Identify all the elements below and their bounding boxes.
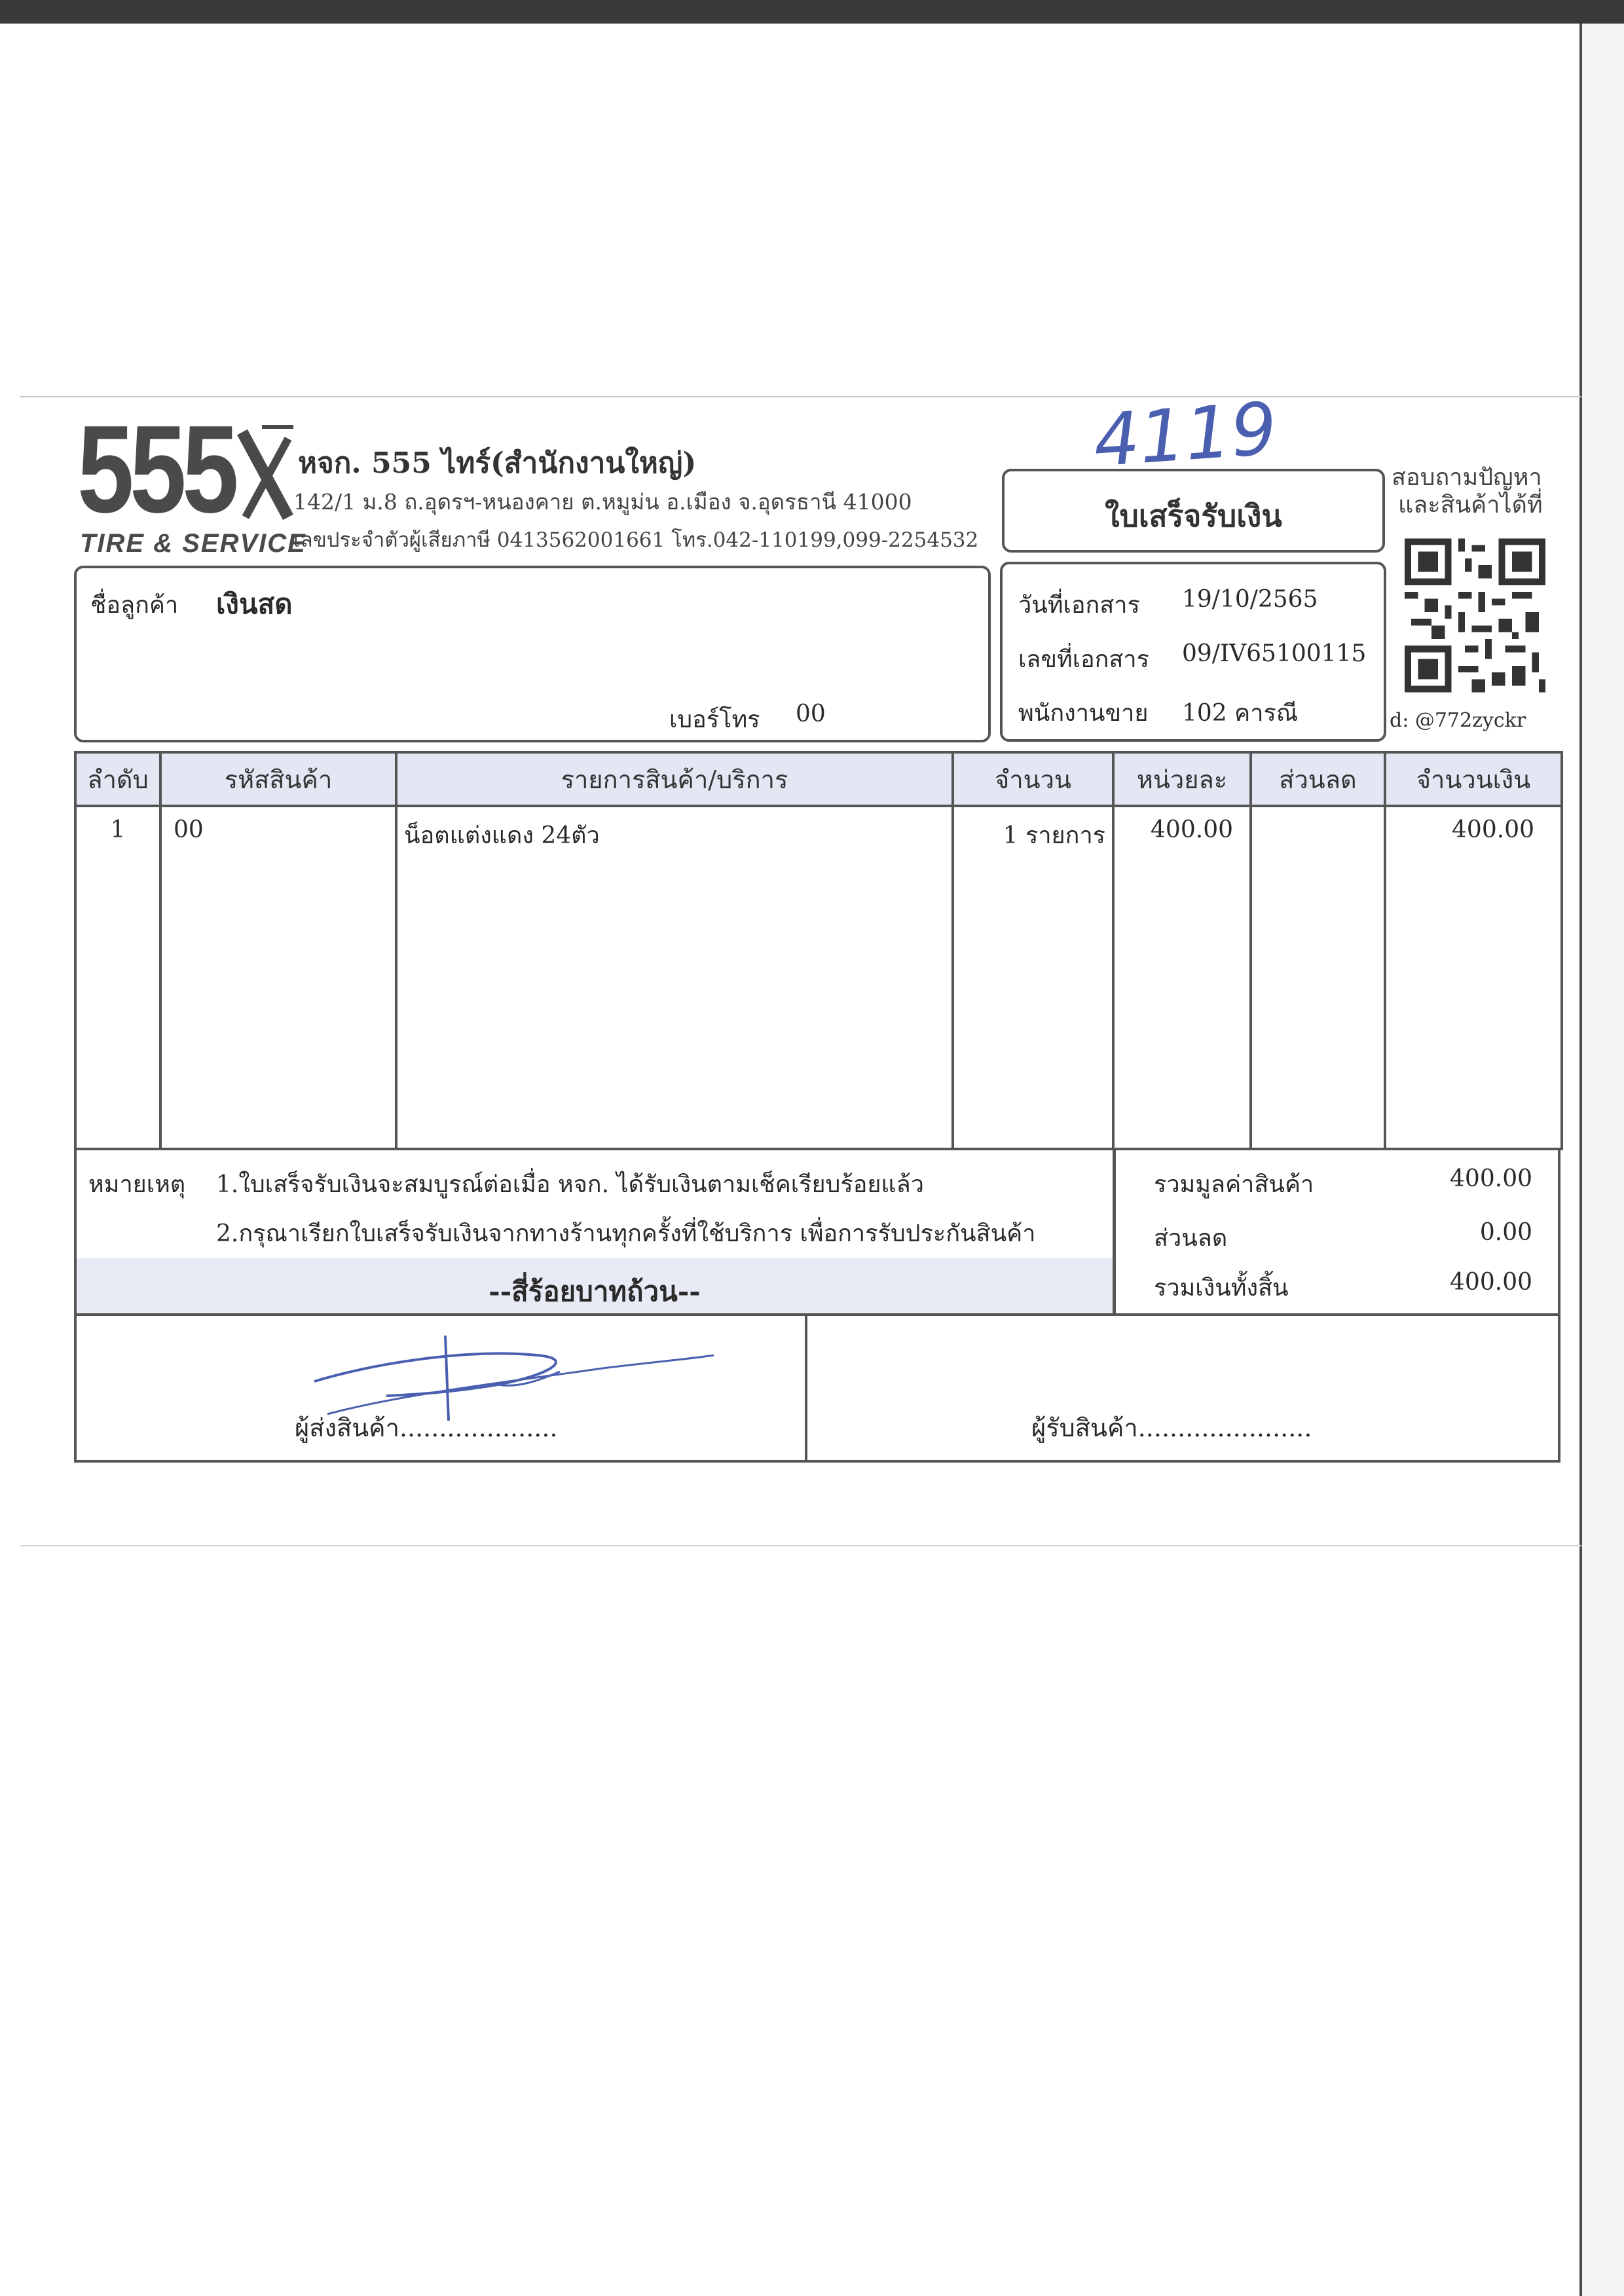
company-address: 142/1 ม.8 ถ.อุดรฯ-หนองคาย ต.หมูม่น อ.เมือง จ.อุดรธานี 41000: [293, 489, 912, 515]
col-header-amount: จำนวนเงิน: [1385, 752, 1562, 806]
remark-line-1: 1.ใบเสร็จรับเงินจะสมบูรณ์ต่อเมื่อ หจก. ได้รับเงินตามเช็คเรียบร้อยแล้ว: [216, 1171, 924, 1198]
cell-description: น็อตแต่งแดง 24ตัว: [396, 806, 953, 1149]
company-tax-phone: เลขประจำตัวผู้เสียภาษี 0413562001661 โทร.042-110199,099-2254532: [293, 528, 979, 552]
cell-code: 00: [160, 806, 396, 1149]
subtotal-value: 400.00: [1450, 1165, 1532, 1192]
paper-edge-bottom: [20, 1545, 1581, 1546]
col-header-unit-price: หน่วยละ: [1113, 752, 1251, 806]
scan-border-line: [1579, 24, 1582, 2296]
company-logo-subtitle: TIRE & SERVICE: [80, 529, 306, 558]
company-logo: 555: [77, 400, 235, 539]
company-name: หจก. 555 ไทร์(สำนักงานใหญ่): [298, 446, 697, 480]
remark-line-2: 2.กรุณาเรียกใบเสร็จรับเงินจากทางร้านทุกครั้งที่ใช้บริการ เพื่อการรับประกันสินค้า: [216, 1220, 1036, 1247]
document-title: ใบเสร็จรับเงิน: [1105, 498, 1282, 534]
subtotal-label: รวมมูลค่าสินค้า: [1154, 1171, 1314, 1198]
doc-date-label: วันที่เอกสาร: [1018, 592, 1140, 619]
cell-discount: [1251, 806, 1385, 1149]
table-header-row: [75, 752, 1562, 806]
items-table: [74, 751, 1563, 1150]
sender-label: ผู้ส่งสินค้า....................: [295, 1413, 558, 1442]
grand-total-label: รวมเงินทั้งสิ้น: [1154, 1275, 1289, 1302]
cell-quantity: 1 รายการ: [953, 806, 1113, 1149]
col-header-code: รหัสสินค้า: [160, 752, 396, 806]
scan-border-right: [1581, 24, 1624, 2296]
table-row: [75, 806, 1562, 1149]
doc-number-label: เลขที่เอกสาร: [1018, 646, 1149, 673]
col-header-quantity: จำนวน: [953, 752, 1113, 806]
cell-amount: 400.00: [1385, 806, 1562, 1149]
handwritten-number: 4119: [1090, 386, 1280, 483]
qr-caption-line2: และสินค้าได้ที่: [1398, 492, 1543, 519]
customer-label: ชื่อลูกค้า: [90, 592, 179, 619]
cell-no: 1: [75, 806, 160, 1149]
scan-border-top: [0, 0, 1624, 24]
qr-code-icon: [1405, 537, 1545, 694]
cell-unit-price: 400.00: [1113, 806, 1251, 1149]
customer-name: เงินสด: [216, 588, 293, 620]
salesperson-label: พนักงานขาย: [1018, 700, 1149, 727]
paper-edge-top: [20, 396, 1581, 397]
discount-label: ส่วนลด: [1154, 1225, 1228, 1252]
receiver-label: ผู้รับสินค้า......................: [1031, 1413, 1312, 1442]
logo-x-mark: [236, 419, 295, 524]
discount-value: 0.00: [1479, 1219, 1532, 1246]
doc-number: 09/IV65100115: [1182, 640, 1367, 667]
amount-in-words: --สี่ร้อยบาทถ้วน--: [489, 1275, 701, 1307]
doc-date: 19/10/2565: [1182, 586, 1318, 613]
phone-value: 00: [796, 701, 826, 727]
phone-label: เบอร์โทร: [669, 706, 760, 733]
col-header-discount: ส่วนลด: [1251, 752, 1385, 806]
salesperson: 102 คารณี: [1182, 700, 1299, 727]
grand-total-value: 400.00: [1450, 1269, 1532, 1296]
col-header-description: รายการสินค้า/บริการ: [396, 752, 953, 806]
customer-box: [74, 566, 991, 742]
line-id: d: @772zyckr: [1390, 709, 1526, 732]
qr-caption-line1: สอบถามปัญหา: [1392, 464, 1542, 491]
col-header-no: ลำดับ: [75, 752, 160, 806]
remarks-label: หมายเหตุ: [88, 1171, 186, 1198]
